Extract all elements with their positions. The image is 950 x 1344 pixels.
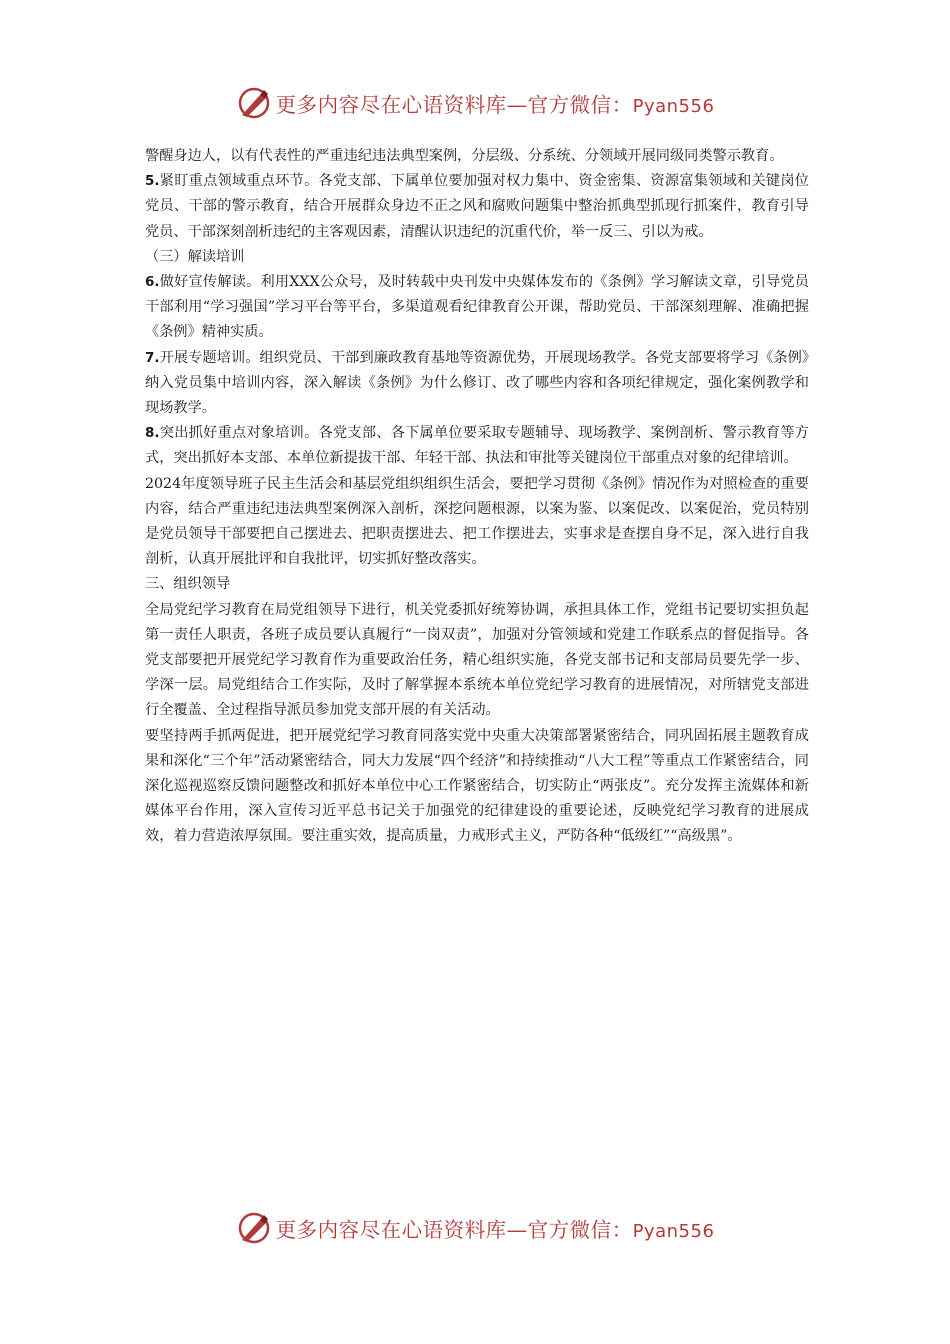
paragraph: 6.做好宣传解读。利用XXX公众号，及时转载中央刊发中央媒体发布的《条例》学习解读文章，引导党员干部利用“学习强国”学习平台等平台，多渠道观看纪律教育公开课，帮助党员、干部深刻理解、准确把握《条例》精神实质。	[145, 274, 809, 341]
banner-text: 更多内容尽在心语资料库—官方微信：Pyan556	[275, 93, 715, 117]
footer-banner	[0, 1208, 950, 1248]
document-body	[145, 144, 809, 850]
paragraph: 警醒身边人，以有代表性的严重违纪违法典型案例，分层级、分系统、分领域开展同级同类警示教育。	[145, 148, 784, 164]
section-heading: （三）解读培训	[145, 248, 245, 265]
paragraph: 5.紧盯重点领域重点环节。各党支部、下属单位要加强对权力集中、资金密集、资源富集领域和关键岗位党员、干部的警示教育，结合开展群众身边不正之风和腐败问题集中整治抓典型抓现行抓案件，教育引导党员、干部深刻剖析违纪的主客观因素，清醒认识违纪的沉重代价，举一反三、引以为戒。	[145, 173, 809, 240]
paragraph: 全局党纪学习教育在局党组领导下进行，机关党委抓好统筹协调，承担具体工作，党组书记要切实担负起第一责任人职责，各班子成员要认真履行“一岗双责”，加强对分管领域和党建工作联系点的督促指导。各党支部要把开展党纪学习教育作为重要政治任务，精心组织实施，各党支部书记和支部局员要先学一步、学深一层。局党组结合工作实际，及时了解掌握本系统本单位党纪学习教育的进展情况，对所辖党支部进行全覆盖、全过程指导派员参加党支部开展的有关活动。	[145, 601, 809, 719]
paragraph: 8.突出抓好重点对象培训。各党支部、各下属单位要采取专题辅导、现场教学、案例剖析、警示教育等方式，突出抓好本支部、本单位新提拔干部、年轻干部、执法和审批等关键岗位干部重点对象的纪律培训。	[145, 425, 809, 467]
paragraph: 要坚持两手抓两促进，把开展党纪学习教育同落实党中央重大决策部署紧密结合，同巩固拓展主题教育成果和深化“三个年”活动紧密结合，同大力发展“四个经济”和持续推动“八大工程”等重点工作紧密结合，同深化巡视巡察反馈问题整改和抓好本单位中心工作紧密结合，切实防止“两张皮”。充分发挥主流媒体和新媒体平台作用，深入宣传习近平总书记关于加强党的纪律建设的重要论述，反映党纪学习教育的进展成效，着力营造浓厚氛围。要注重实效，提高质量，力戒形式主义，严防各种“低级红”“高级黑”。	[145, 727, 809, 845]
paragraph: 7.开展专题培训。组织党员、干部到廉政教育基地等资源优势，开展现场教学。各党支部要将学习《条例》纳入党员集中培训内容，深入解读《条例》为什么修订、改了哪些内容和各项纪律规定，强化案例教学和现场教学。	[145, 349, 809, 417]
banner-text: 更多内容尽在心语资料库—官方微信：Pyan556	[275, 1218, 715, 1242]
pen-nib-icon	[236, 1210, 272, 1246]
header-banner	[0, 83, 950, 123]
pen-nib-icon	[236, 85, 272, 121]
section-heading: 三、组织领导	[145, 576, 231, 593]
paragraph: 2024年度领导班子民主生活会和基层党组织组织生活会，要把学习贯彻《条例》情况作为对照检查的重要内容，结合严重违纪违法典型案例深入剖析，深挖问题根源，以案为鉴、以案促改、以案促治，党员特别是党员领导干部要把自己摆进去、把职责摆进去、把工作摆进去，实事求是查摆自身不足，深入进行自我剖析，认真开展批评和自我批评，切实抓好整改落实。	[145, 475, 809, 568]
